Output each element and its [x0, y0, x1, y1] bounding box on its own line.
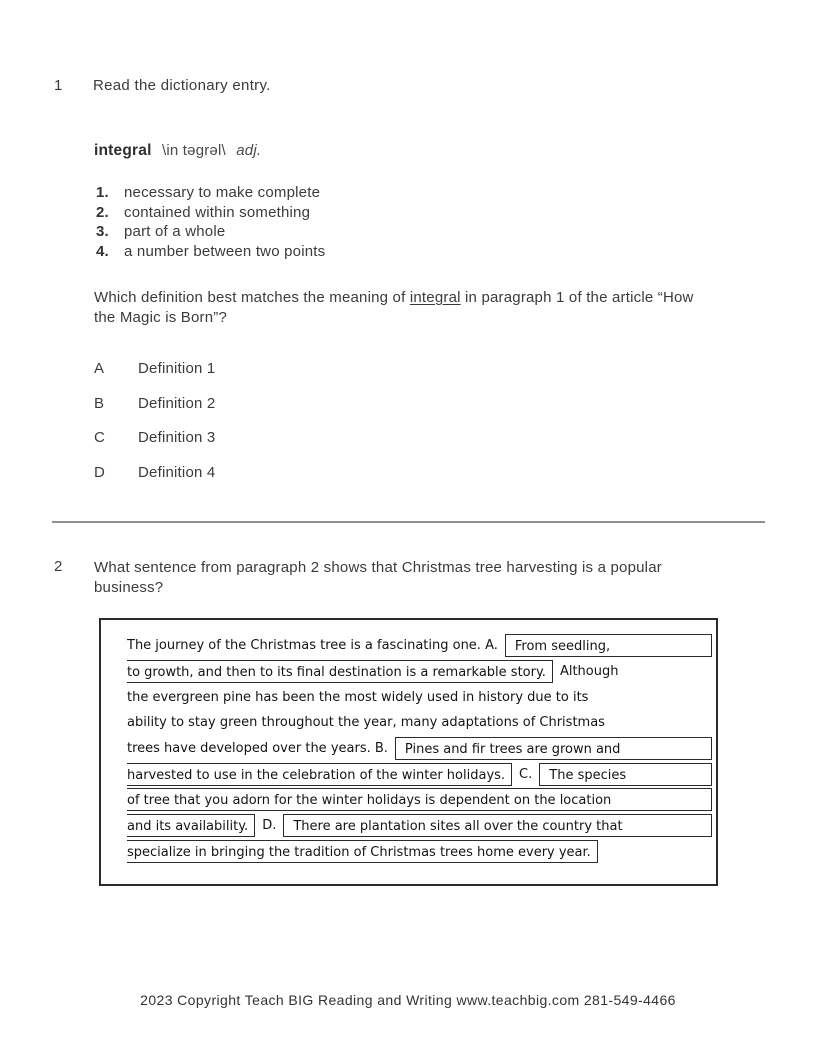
passage-lines [127, 633, 712, 864]
question-1-underlined-word: integral [409, 289, 461, 306]
definition-item [96, 242, 325, 262]
definition-number: 3. [96, 223, 109, 240]
choice-letter: B [94, 394, 105, 412]
passage-text-segment: trees have developed over the years. B. [127, 741, 388, 757]
passage-text-segment: C. [519, 766, 533, 782]
definition-number: 4. [96, 242, 109, 260]
entry-pronunciation: \in təgrəl\ [161, 142, 226, 159]
choice-label: Definition 4 [138, 463, 216, 481]
question-1-text [94, 288, 702, 327]
definition-text: part of a whole [124, 223, 226, 240]
passage-line [127, 659, 712, 685]
answer-choice-row [94, 430, 215, 445]
passage-text-segment: Although [559, 664, 619, 680]
choice-letter: D [94, 463, 105, 481]
copyright-footer: 2023 Copyright Teach BIG Reading and Writing www.teachbig.com 281-549-4466 [140, 992, 676, 1008]
passage-box [99, 618, 718, 886]
boxed-sentence-segment: specialize in bringing the tradition of Christmas trees home every year. [127, 840, 598, 863]
definition-number: 2. [96, 203, 109, 221]
choice-label: Definition 2 [138, 394, 216, 412]
entry-word: integral [94, 142, 152, 159]
definition-text: contained within something [124, 203, 311, 221]
passage-line [127, 761, 712, 787]
definition-text: a number between two points [124, 242, 326, 260]
passage-line [127, 684, 712, 710]
boxed-sentence-segment: Pines and fir trees are grown and [395, 737, 712, 760]
passage-text-segment: the evergreen pine has been the most widely used in history due to its [127, 689, 589, 705]
answer-choice-row [94, 361, 215, 376]
question-2-prompt: What sentence from paragraph 2 shows that Christmas tree harvesting is a popular business? [94, 559, 662, 596]
definitions-list [96, 183, 325, 261]
choice-letter: A [94, 360, 105, 377]
definition-item [96, 183, 325, 203]
passage-line [127, 787, 712, 813]
definition-text: necessary to make complete [124, 184, 321, 201]
definition-item [96, 203, 325, 223]
choice-letter: C [94, 429, 105, 446]
entry-part-of-speech: adj. [236, 142, 262, 159]
answer-choices [94, 361, 215, 499]
boxed-sentence-segment: of tree that you adorn for the winter holidays is dependent on the location [127, 788, 712, 811]
boxed-sentence-segment: There are plantation sites all over the country that [283, 814, 712, 837]
boxed-sentence-segment: and its availability. [127, 814, 255, 837]
boxed-sentence-segment: From seedling, [505, 634, 712, 657]
question-1-prompt: Read the dictionary entry. [93, 77, 271, 94]
boxed-sentence-segment: The species [539, 763, 712, 786]
section-divider [52, 521, 765, 523]
question-1-number: 1 [54, 77, 63, 94]
passage-text-segment: ability to stay green throughout the year, many adaptations of Christmas [127, 715, 605, 731]
answer-choice-row [94, 396, 215, 411]
question-1-text-after: in paragraph 1 of the article “How the Magic is Born”? [94, 289, 694, 326]
passage-text-segment: The journey of the Christmas tree is a fascinating one. A. [127, 638, 498, 654]
boxed-sentence-segment: harvested to use in the celebration of the winter holidays. [127, 763, 512, 786]
boxed-sentence-segment: to growth, and then to its final destination is a remarkable story. [127, 660, 553, 683]
question-1-text-before: Which definition best matches the meaning of [94, 289, 410, 306]
answer-choice-row [94, 465, 215, 480]
passage-text-segment: D. [262, 818, 277, 834]
dictionary-entry-headword [94, 142, 261, 160]
definition-number: 1. [96, 184, 109, 201]
definition-item [96, 222, 325, 242]
choice-label: Definition 1 [138, 360, 216, 377]
passage-line [127, 839, 712, 865]
passage-line [127, 813, 712, 839]
passage-line [127, 736, 712, 762]
choice-label: Definition 3 [138, 429, 216, 446]
passage-line [127, 633, 712, 659]
question-2-number: 2 [54, 558, 63, 575]
passage-line [127, 710, 712, 736]
